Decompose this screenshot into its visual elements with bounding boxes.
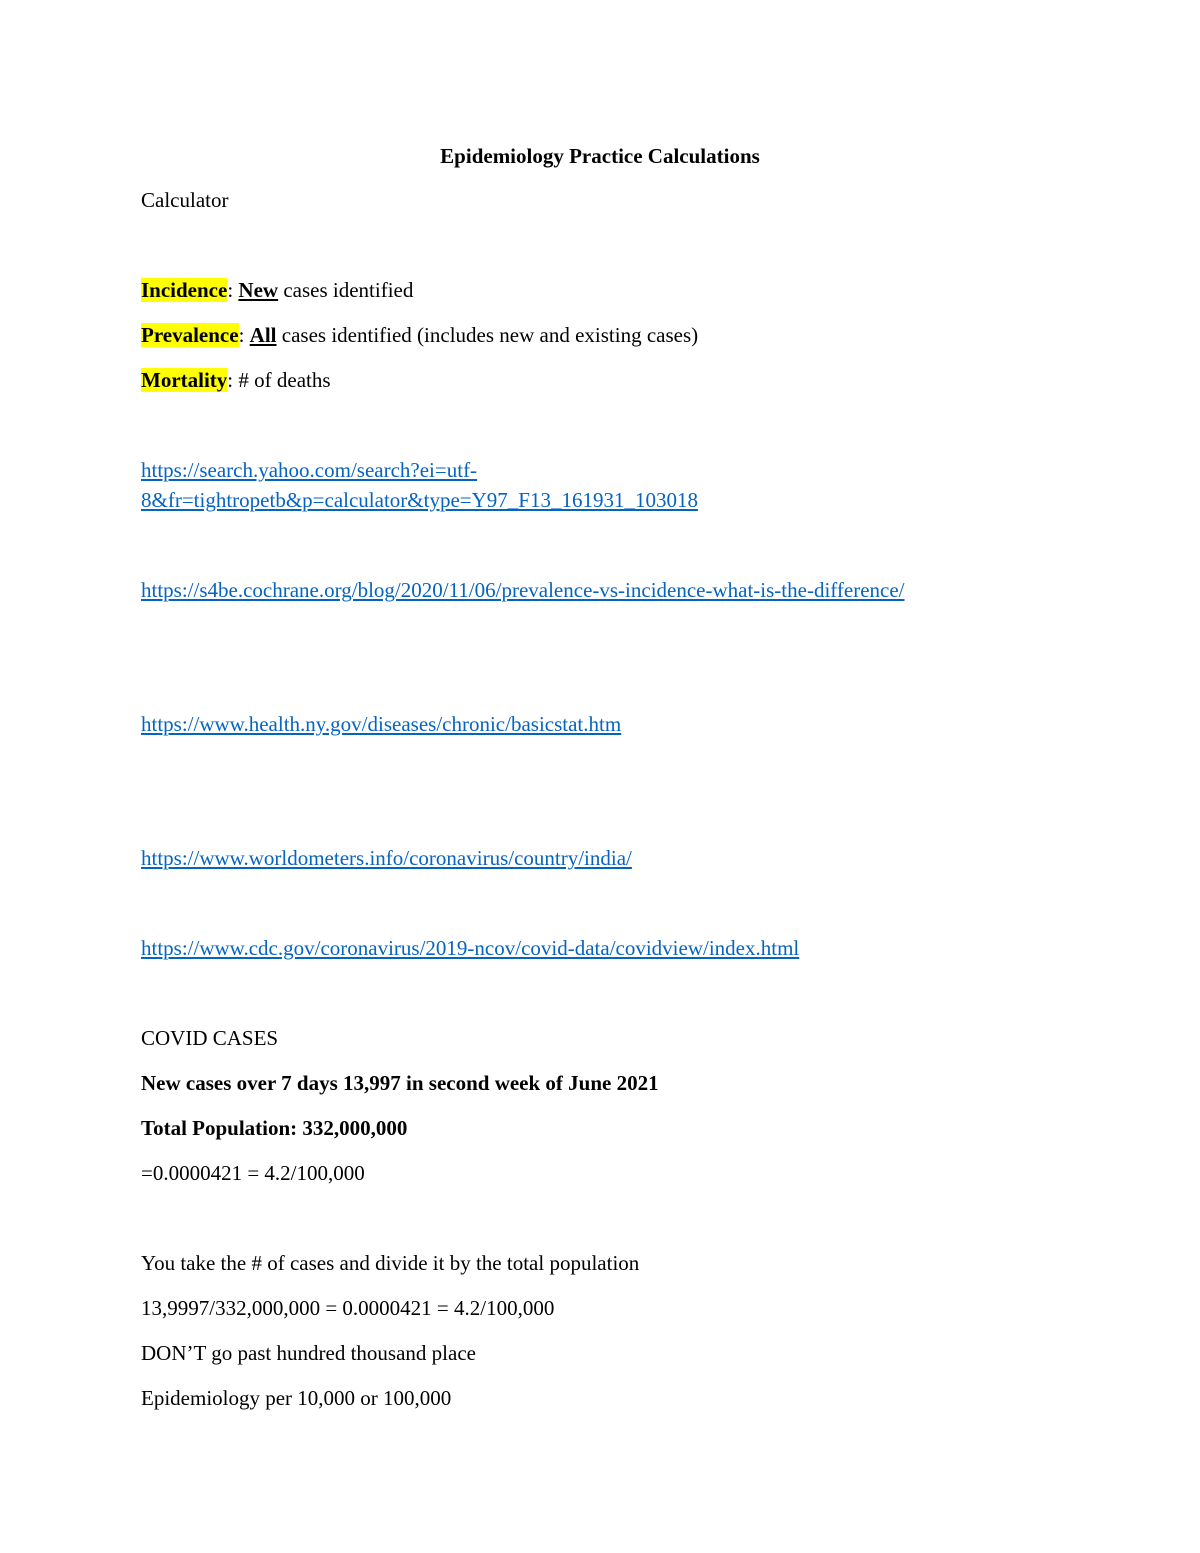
incidence-term: Incidence — [141, 278, 228, 302]
incidence-rest: cases identified — [278, 278, 414, 302]
covid-heading: COVID CASES — [141, 1026, 279, 1050]
new-cases-statement: New cases over 7 days 13,997 in second week of June 2021 — [141, 1071, 659, 1095]
prevalence-term: Prevalence — [141, 323, 239, 347]
calculator-label: Calculator — [141, 188, 229, 212]
cochrane-link[interactable]: https://s4be.cochrane.org/blog/2020/11/06/prevalence-vs-incidence-what-is-the-difference/ — [141, 578, 905, 602]
health-ny-link[interactable]: https://www.health.ny.gov/diseases/chronic/basicstat.htm — [141, 712, 622, 736]
mortality-term: Mortality — [141, 368, 228, 392]
incidence-sep: : — [227, 278, 239, 302]
covid-result: =0.0000421 = 4.2/100,000 — [141, 1161, 365, 1185]
yahoo-link-line2[interactable]: 8&fr=tightropetb&p=calculator&type=Y97_F13_161931_103018 — [141, 488, 698, 512]
yahoo-link-line1[interactable]: https://search.yahoo.com/search?ei=utf- — [141, 458, 478, 482]
calculation-text: 13,9997/332,000,000 = 0.0000421 = 4.2/100,000 — [141, 1296, 555, 1320]
document-title: Epidemiology Practice Calculations — [440, 144, 760, 168]
incidence-emphasis: New — [238, 278, 279, 302]
prevalence-sep: : — [238, 323, 250, 347]
prevalence-rest: cases identified (includes new and existing cases) — [276, 323, 699, 347]
mortality-sep: : # of deaths — [227, 368, 331, 392]
prevalence-emphasis: All — [249, 323, 277, 347]
worldometers-link[interactable]: https://www.worldometers.info/coronavirus/country/india/ — [141, 846, 632, 870]
prevalence-definition — [141, 321, 698, 349]
incidence-definition — [141, 276, 413, 304]
explanation-text: You take the # of cases and divide it by the total population — [141, 1251, 640, 1275]
cdc-link[interactable]: https://www.cdc.gov/coronavirus/2019-ncov/covid-data/covidview/index.html — [141, 936, 800, 960]
total-population-statement: Total Population: 332,000,000 — [141, 1116, 408, 1140]
mortality-definition — [141, 366, 331, 394]
rule-text: DON’T go past hundred thousand place — [141, 1341, 476, 1365]
per-text: Epidemiology per 10,000 or 100,000 — [141, 1386, 452, 1410]
